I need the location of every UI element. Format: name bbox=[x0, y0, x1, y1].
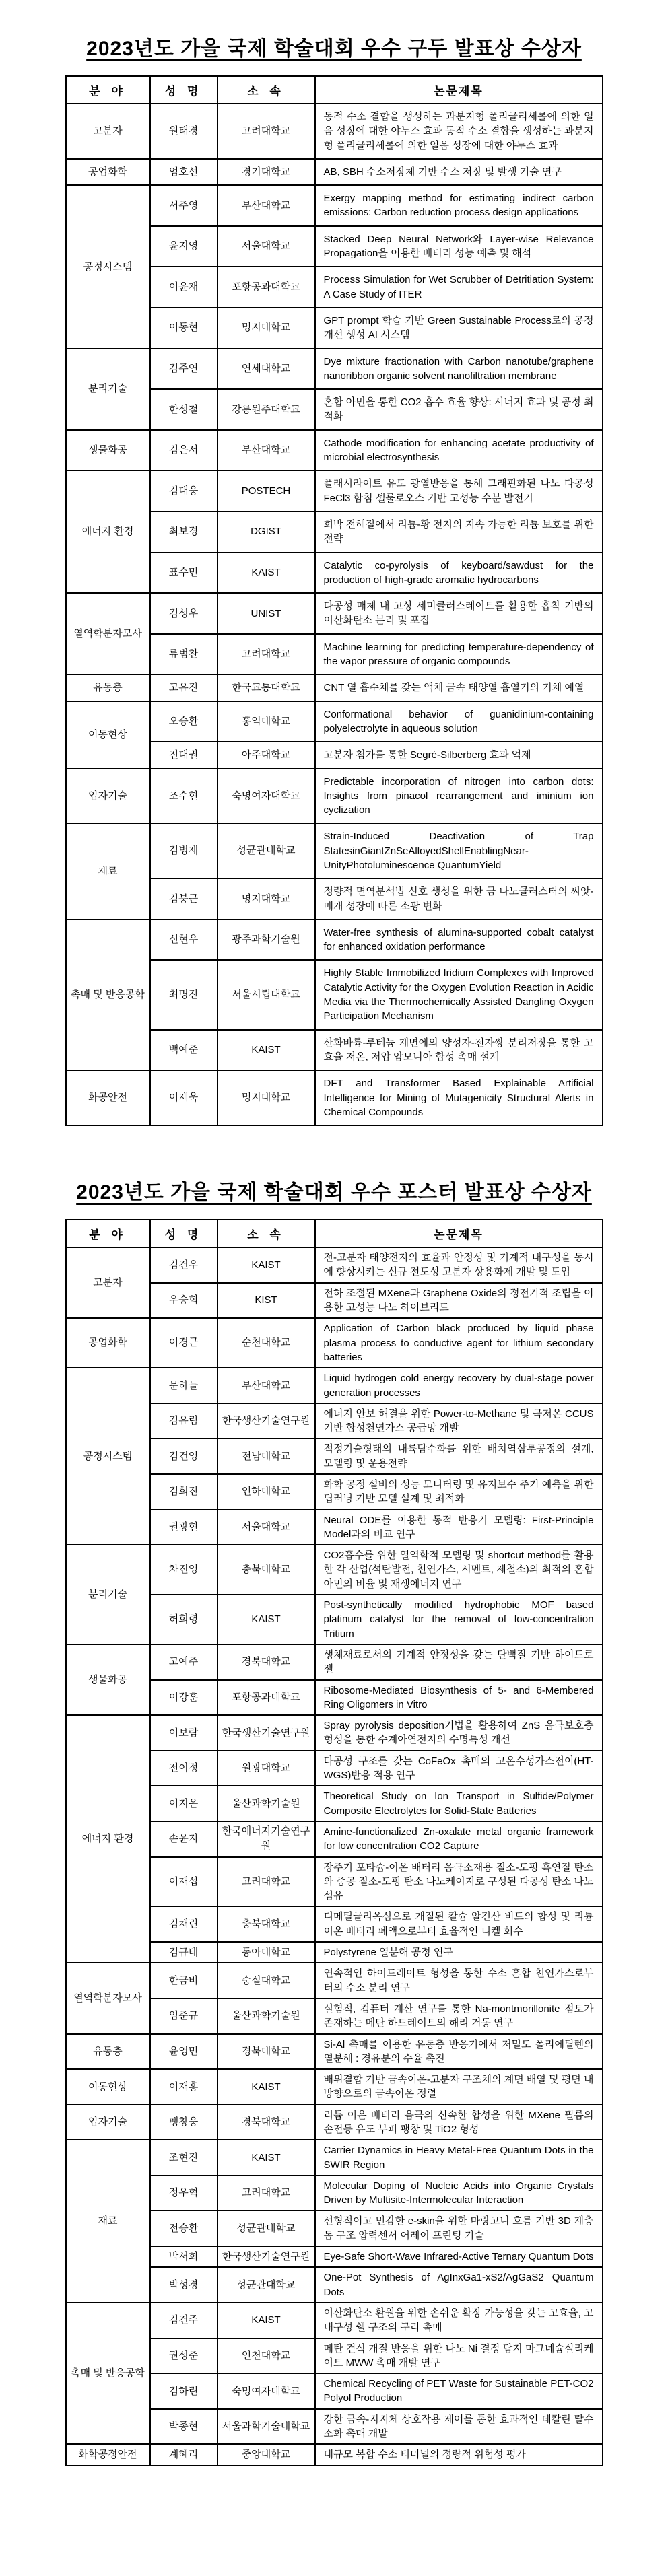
name-cell: 윤영민 bbox=[150, 2034, 218, 2070]
name-cell: 김건주 bbox=[150, 2303, 218, 2338]
name-cell: 조현진 bbox=[150, 2140, 218, 2175]
paper-title-cell: 이산화탄소 환원을 위한 손쉬운 확장 가능성을 갖는 고효율, 고내구성 쉘 구조의 구리 촉매 bbox=[315, 2303, 603, 2338]
affiliation-cell: 숙명여자대학교 bbox=[218, 2373, 315, 2409]
affiliation-cell: 부산대학교 bbox=[218, 185, 315, 226]
award-row bbox=[66, 823, 603, 878]
paper-title-cell: DFT and Transformer Based Explainable Artificial Intelligence for Mining of Mutagenicity Structural Alerts in Chemical Compounds bbox=[315, 1070, 603, 1125]
paper-title-cell: 메탄 건식 개질 반응을 위한 나노 Ni 결정 담지 마그네슘실리케이트 MWW 촉매 개발 연구 bbox=[315, 2338, 603, 2374]
paper-title-cell: 혼합 아민을 통한 CO2 흡수 효율 향상: 시너지 효과 및 공정 최적화 bbox=[315, 389, 603, 430]
field-header: 분 야 bbox=[66, 76, 150, 104]
affiliation-cell: 인하대학교 bbox=[218, 1474, 315, 1510]
paper-title-cell: 에너지 안보 해결을 위한 Power-to-Methane 및 극저온 CCUS 기반 합성천연가스 공급망 개발 bbox=[315, 1403, 603, 1439]
field-group-cell: 생물화공 bbox=[66, 430, 150, 471]
field-group-cell: 분리기술 bbox=[66, 349, 150, 430]
field-group-cell: 고분자 bbox=[66, 104, 150, 159]
field-group-cell: 열역학분자모사 bbox=[66, 1963, 150, 2033]
name-cell: 우승희 bbox=[150, 1283, 218, 1319]
name-cell: 허희령 bbox=[150, 1595, 218, 1644]
affiliation-cell: 동아대학교 bbox=[218, 1942, 315, 1963]
name-cell: 팽창웅 bbox=[150, 2105, 218, 2140]
field-group-cell: 이동현상 bbox=[66, 2069, 150, 2105]
affiliation-cell: UNIST bbox=[218, 593, 315, 634]
award-row bbox=[66, 430, 603, 471]
paper-title-cell: Molecular Doping of Nucleic Acids into Organic Crystals Driven by Multisite-Intermolecular Interaction bbox=[315, 2175, 603, 2211]
field-group-cell: 공정시스템 bbox=[66, 1368, 150, 1545]
affiliation-cell: 한국에너지기술연구원 bbox=[218, 1821, 315, 1857]
oral-award-table bbox=[65, 75, 603, 1126]
affiliation-cell: 홍익대학교 bbox=[218, 701, 315, 742]
paper-title-cell: 생체재료로서의 기계적 안정성을 갖는 단백질 기반 하이드로젤 bbox=[315, 1644, 603, 1680]
paper-title-cell: Carrier Dynamics in Heavy Metal-Free Quantum Dots in the SWIR Region bbox=[315, 2140, 603, 2175]
name-cell: 백예준 bbox=[150, 1030, 218, 1071]
award-row bbox=[66, 2140, 603, 2175]
name-cell: 김병재 bbox=[150, 823, 218, 878]
paper-title-cell: Exergy mapping method for estimating indirect carbon emissions: Carbon reduction process design applications bbox=[315, 185, 603, 226]
paper-title-cell: 실험적, 컴퓨터 계산 연구를 통한 Na-montmorillonite 점토가 존재하는 메탄 하드레이트의 해리 거동 연구 bbox=[315, 1998, 603, 2034]
paper-title-cell: Stacked Deep Neural Network와 Layer-wise Relevance Propagation을 이용한 배터리 성능 예측 및 해석 bbox=[315, 226, 603, 267]
award-row bbox=[66, 1247, 603, 1283]
affiliation-cell: 순천대학교 bbox=[218, 1318, 315, 1368]
paper-title-cell: Si-Al 촉매를 이용한 유동층 반응기에서 저밀도 폴리에틸렌의 열분해 : 경유분의 수율 촉진 bbox=[315, 2034, 603, 2070]
affiliation-cell: KAIST bbox=[218, 2069, 315, 2105]
award-row bbox=[66, 1715, 603, 1751]
affiliation-cell: 전남대학교 bbox=[218, 1438, 315, 1474]
award-row bbox=[66, 1644, 603, 1680]
field-group-cell: 재료 bbox=[66, 2140, 150, 2303]
award-row bbox=[66, 701, 603, 742]
paper-title-cell: 배위결합 기반 금속이온-고분자 구조체의 계면 배열 및 평면 내 방향으로의 금속이온 정렬 bbox=[315, 2069, 603, 2105]
affiliation-cell: KAIST bbox=[218, 1595, 315, 1644]
name-header: 성 명 bbox=[150, 76, 218, 104]
field-group-cell: 공업화학 bbox=[66, 1318, 150, 1368]
paper-title-cell: CNT 열 흡수체를 갖는 액체 금속 태양열 흡열기의 기체 예열 bbox=[315, 674, 603, 701]
name-cell: 김하린 bbox=[150, 2373, 218, 2409]
paper-title-cell: Amine-functionalized Zn-oxalate metal organic framework for low concentration CO2 Capture bbox=[315, 1821, 603, 1857]
paper-title-cell: Conformational behavior of guanidinium-containing polyelectrolyte in aqueous solution bbox=[315, 701, 603, 742]
affiliation-cell: 연세대학교 bbox=[218, 349, 315, 390]
affiliation-cell: 서울시립대학교 bbox=[218, 960, 315, 1029]
name-cell: 오승환 bbox=[150, 701, 218, 742]
affiliation-cell: 포항공과대학교 bbox=[218, 1680, 315, 1716]
affiliation-cell: 서울과학기술대학교 bbox=[218, 2409, 315, 2445]
affiliation-cell: 경기대학교 bbox=[218, 159, 315, 185]
affiliation-cell: 경북대학교 bbox=[218, 2034, 315, 2070]
affiliation-cell: KAIST bbox=[218, 2303, 315, 2338]
affiliation-cell: POSTECH bbox=[218, 471, 315, 512]
affiliation-cell: 중앙대학교 bbox=[218, 2444, 315, 2465]
field-group-cell: 화학공정안전 bbox=[66, 2444, 150, 2465]
award-row bbox=[66, 471, 603, 512]
affiliation-cell: 숭실대학교 bbox=[218, 1963, 315, 1998]
name-cell: 이재욱 bbox=[150, 1070, 218, 1125]
award-row bbox=[66, 919, 603, 961]
affiliation-cell: 포항공과대학교 bbox=[218, 267, 315, 308]
affiliation-cell: 울산과학기술원 bbox=[218, 1998, 315, 2034]
award-row bbox=[66, 674, 603, 701]
name-cell: 박종현 bbox=[150, 2409, 218, 2445]
paper-title-cell: Dye mixture fractionation with Carbon nanotube/graphene nanoribbon organic solvent nanofiltration membrane bbox=[315, 349, 603, 390]
paper-title-cell: Ribosome-Mediated Biosynthesis of 5- and 6-Membered Ring Oligomers in Vitro bbox=[315, 1680, 603, 1716]
affiliation-cell: 인천대학교 bbox=[218, 2338, 315, 2374]
field-group-cell: 공업화학 bbox=[66, 159, 150, 185]
name-cell: 한성철 bbox=[150, 389, 218, 430]
award-row bbox=[66, 1963, 603, 1998]
paper-title-cell: 화학 공정 설비의 성능 모니터링 및 유지보수 주기 예측을 위한 딥러닝 기반 모델 설계 및 최적화 bbox=[315, 1474, 603, 1510]
affiliation-cell: KAIST bbox=[218, 1247, 315, 1283]
paper-title-cell: 다공성 구조를 갖는 CoFeOx 촉매의 고온수성가스전이(HT-WGS)반응 적용 연구 bbox=[315, 1751, 603, 1786]
affiliation-cell: 한국생산기술연구원 bbox=[218, 1715, 315, 1751]
name-cell: 김희진 bbox=[150, 1474, 218, 1510]
field-group-cell: 분리기술 bbox=[66, 1545, 150, 1644]
name-cell: 김규태 bbox=[150, 1942, 218, 1963]
affiliation-cell: 경북대학교 bbox=[218, 1644, 315, 1680]
paper-title-cell: Cathode modification for enhancing acetate productivity of microbial electrosynthesis bbox=[315, 430, 603, 471]
name-cell: 차진영 bbox=[150, 1545, 218, 1595]
name-cell: 김주연 bbox=[150, 349, 218, 390]
header-row bbox=[66, 1220, 603, 1247]
field-group-cell: 공정시스템 bbox=[66, 185, 150, 348]
name-header: 성 명 bbox=[150, 1220, 218, 1247]
name-cell: 한금비 bbox=[150, 1963, 218, 1998]
paper-title-cell: Highly Stable Immobilized Iridium Complexes with Improved Catalytic Activity for the Oxygen Evolution Reaction in Acidic Media via the Thermochemically Assisted Dangling Oxygen Participation Mechanism bbox=[315, 960, 603, 1029]
name-cell: 이재홍 bbox=[150, 2069, 218, 2105]
affiliation-cell: 성균관대학교 bbox=[218, 823, 315, 878]
paper-title-cell: 디메틸글리옥심으로 개질된 칼슘 알긴산 비드의 합성 및 리튬 이온 배터리 폐액으로부터 효율적인 니켈 회수 bbox=[315, 1906, 603, 1942]
affiliation-header: 소 속 bbox=[218, 76, 315, 104]
award-row bbox=[66, 2034, 603, 2070]
field-group-cell: 생물화공 bbox=[66, 1644, 150, 1715]
affiliation-cell: 성균관대학교 bbox=[218, 2211, 315, 2246]
award-row bbox=[66, 593, 603, 634]
paper-title-cell: Post-synthetically modified hydrophobic MOF based platinum catalyst for the removal of low-concentration Tritium bbox=[315, 1595, 603, 1644]
paper-title-cell: Eye-Safe Short-Wave Infrared-Active Ternary Quantum Dots bbox=[315, 2246, 603, 2267]
name-cell: 김은서 bbox=[150, 430, 218, 471]
name-cell: 정우혁 bbox=[150, 2175, 218, 2211]
name-cell: 이지은 bbox=[150, 1786, 218, 1821]
field-group-cell: 유동층 bbox=[66, 674, 150, 701]
name-cell: 박서희 bbox=[150, 2246, 218, 2267]
name-cell: 문하늘 bbox=[150, 1368, 218, 1403]
affiliation-cell: 명지대학교 bbox=[218, 308, 315, 349]
award-row bbox=[66, 1545, 603, 1595]
affiliation-cell: 아주대학교 bbox=[218, 742, 315, 768]
affiliation-cell: 한국생산기술연구원 bbox=[218, 2246, 315, 2267]
name-cell: 이동현 bbox=[150, 308, 218, 349]
award-row bbox=[66, 104, 603, 159]
name-cell: 권광현 bbox=[150, 1510, 218, 1545]
name-cell: 고유진 bbox=[150, 674, 218, 701]
name-cell: 김건영 bbox=[150, 1438, 218, 1474]
poster-table-body bbox=[66, 1247, 603, 2465]
award-row bbox=[66, 185, 603, 226]
affiliation-cell: 원광대학교 bbox=[218, 1751, 315, 1786]
paper-title-cell: One-Pot Synthesis of AgInxGa1-xS2/AgGaS2 Quantum Dots bbox=[315, 2267, 603, 2303]
paper-title-cell: Application of Carbon black produced by liquid phase plasma process to conductive agent for lithium secondary batteries bbox=[315, 1318, 603, 1368]
paper-title-cell: 리튬 이온 배터리 음극의 신속한 합성을 위한 MXene 필름의 손전등 유도 부피 팽창 및 TiO2 형성 bbox=[315, 2105, 603, 2140]
affiliation-cell: 광주과학기술원 bbox=[218, 919, 315, 961]
affiliation-cell: 서울대학교 bbox=[218, 1510, 315, 1545]
oral-table-header bbox=[66, 76, 603, 104]
affiliation-cell: 성균관대학교 bbox=[218, 2267, 315, 2303]
oral-award-title: 2023년도 가을 국제 학술대회 우수 구두 발표상 수상자 bbox=[86, 38, 582, 60]
field-group-cell: 열역학분자모사 bbox=[66, 593, 150, 674]
field-group-cell: 입자기술 bbox=[66, 2105, 150, 2140]
paper-title-cell: 희박 전해질에서 리튬-황 전지의 지속 가능한 리튬 보호를 위한 전략 bbox=[315, 512, 603, 553]
poster-award-table bbox=[65, 1219, 603, 2466]
name-cell: 원태경 bbox=[150, 104, 218, 159]
paper-title-cell: 적정기술형태의 내륙담수화를 위한 배치역삼투공정의 설계, 모델링 및 운용전략 bbox=[315, 1438, 603, 1474]
name-cell: 임준규 bbox=[150, 1998, 218, 2034]
affiliation-cell: KAIST bbox=[218, 553, 315, 594]
paper-title-cell: Catalytic co-pyrolysis of keyboard/sawdust for the production of high-grade aromatic hydrocarbons bbox=[315, 553, 603, 594]
award-row bbox=[66, 1368, 603, 1403]
paper-title-cell: Spray pyrolysis deposition기법을 활용하여 ZnS 음극보호층 형성을 통한 수계아연전지의 수명특성 개선 bbox=[315, 1715, 603, 1751]
name-cell: 최명진 bbox=[150, 960, 218, 1029]
paper-title-cell: 산화바륨-루테늄 계면에의 양성자-전자쌍 분리저장을 통한 고효율 저온, 저압 암모니아 합성 촉매 설계 bbox=[315, 1030, 603, 1071]
name-cell: 이재섭 bbox=[150, 1857, 218, 1907]
name-cell: 계혜리 bbox=[150, 2444, 218, 2465]
name-cell: 조수현 bbox=[150, 769, 218, 824]
paper-title-cell: Chemical Recycling of PET Waste for Sustainable PET-CO2 Polyol Production bbox=[315, 2373, 603, 2409]
paper-title-cell: 장주기 포타슘-이온 배터리 음극소재용 질소-도핑 흑연질 탄소와 중공 질소-도핑 탄소 나노케이지로 구성된 다공성 탄소 나노섬유 bbox=[315, 1857, 603, 1907]
paper-title-cell: 고분자 첨가를 통한 Segré-Silberberg 효과 억제 bbox=[315, 742, 603, 768]
award-row bbox=[66, 2303, 603, 2338]
oral-table-body bbox=[66, 104, 603, 1125]
affiliation-cell: 울산과학기술원 bbox=[218, 1786, 315, 1821]
name-cell: 류범찬 bbox=[150, 634, 218, 675]
award-row bbox=[66, 1070, 603, 1125]
affiliation-cell: 고려대학교 bbox=[218, 104, 315, 159]
field-group-cell: 에너지 환경 bbox=[66, 1715, 150, 1963]
affiliation-cell: 명지대학교 bbox=[218, 1070, 315, 1125]
paper-title-cell: 대규모 복합 수소 터미널의 정량적 위험성 평가 bbox=[315, 2444, 603, 2465]
paper-title-header: 논문제목 bbox=[315, 76, 603, 104]
affiliation-cell: 충북대학교 bbox=[218, 1906, 315, 1942]
field-group-cell: 촉매 및 반응공학 bbox=[66, 919, 150, 1070]
paper-title-cell: 연속적인 하이드레이트 형성을 통한 수소 혼합 천연가스로부터의 수소 분리 연구 bbox=[315, 1963, 603, 1998]
poster-table-header bbox=[66, 1220, 603, 1247]
paper-title-cell: 다공성 매체 내 고상 세미클러스레이트를 활용한 흡착 기반의 이산화탄소 분리 및 포집 bbox=[315, 593, 603, 634]
name-cell: 이보람 bbox=[150, 1715, 218, 1751]
field-group-cell: 이동현상 bbox=[66, 701, 150, 769]
name-cell: 박성경 bbox=[150, 2267, 218, 2303]
name-cell: 이경근 bbox=[150, 1318, 218, 1368]
affiliation-cell: 고려대학교 bbox=[218, 1857, 315, 1907]
affiliation-cell: KIST bbox=[218, 1283, 315, 1319]
name-cell: 이윤재 bbox=[150, 267, 218, 308]
paper-title-cell: Strain-Induced Deactivation of Trap StatesinGiantZnSeAlloyedShellEnablingNear-UnityPhotoluminescence QuantumYield bbox=[315, 823, 603, 878]
name-cell: 진대권 bbox=[150, 742, 218, 768]
affiliation-cell: 고려대학교 bbox=[218, 634, 315, 675]
paper-title-cell: 전-고분자 태양전지의 효율과 안정성 및 기계적 내구성을 동시에 향상시키는 신규 전도성 고분자 상용화제 개발 및 도입 bbox=[315, 1247, 603, 1283]
award-row bbox=[66, 159, 603, 185]
affiliation-cell: 경북대학교 bbox=[218, 2105, 315, 2140]
award-row bbox=[66, 2444, 603, 2465]
paper-title-cell: 플래시라이트 유도 광열반응을 통해 그래핀화된 나노 다공성 FeCl3 함침 셀룰로오스 기반 고성능 수분 발전기 bbox=[315, 471, 603, 512]
field-group-cell: 입자기술 bbox=[66, 769, 150, 824]
affiliation-cell: KAIST bbox=[218, 1030, 315, 1071]
affiliation-cell: 숙명여자대학교 bbox=[218, 769, 315, 824]
award-row bbox=[66, 2105, 603, 2140]
affiliation-cell: 한국교통대학교 bbox=[218, 674, 315, 701]
affiliation-cell: KAIST bbox=[218, 2140, 315, 2175]
affiliation-cell: 부산대학교 bbox=[218, 430, 315, 471]
paper-title-cell: GPT prompt 학습 기반 Green Sustainable Process로의 공정 개선 생성 AI 시스템 bbox=[315, 308, 603, 349]
name-cell: 김대웅 bbox=[150, 471, 218, 512]
paper-title-cell: 전하 조절된 MXene과 Graphene Oxide의 정전기적 조립을 이용한 고성능 나노 하이브리드 bbox=[315, 1283, 603, 1319]
field-group-cell: 에너지 환경 bbox=[66, 471, 150, 593]
name-cell: 최보경 bbox=[150, 512, 218, 553]
name-cell: 엄호선 bbox=[150, 159, 218, 185]
field-group-cell: 고분자 bbox=[66, 1247, 150, 1318]
affiliation-cell: 부산대학교 bbox=[218, 1368, 315, 1403]
name-cell: 윤지영 bbox=[150, 226, 218, 267]
name-cell: 표수민 bbox=[150, 553, 218, 594]
field-group-cell: 촉매 및 반응공학 bbox=[66, 2303, 150, 2444]
name-cell: 이강훈 bbox=[150, 1680, 218, 1716]
paper-title-cell: 정량적 면역분석법 신호 생성을 위한 금 나노클러스터의 씨앗-매개 성장에 따른 소광 변화 bbox=[315, 878, 603, 919]
paper-title-cell: Machine learning for predicting temperature-dependency of the vapor pressure of organic compounds bbox=[315, 634, 603, 675]
name-cell: 손윤지 bbox=[150, 1821, 218, 1857]
field-header: 분 야 bbox=[66, 1220, 150, 1247]
name-cell: 고예주 bbox=[150, 1644, 218, 1680]
name-cell: 서주영 bbox=[150, 185, 218, 226]
poster-award-title: 2023년도 가을 국제 학술대회 우수 포스터 발표상 수상자 bbox=[76, 1181, 592, 1204]
affiliation-cell: 고려대학교 bbox=[218, 2175, 315, 2211]
name-cell: 김유림 bbox=[150, 1403, 218, 1439]
paper-title-cell: Water-free synthesis of alumina-supported cobalt catalyst for enhanced oxidation performance bbox=[315, 919, 603, 961]
paper-title-header: 논문제목 bbox=[315, 1220, 603, 1247]
name-cell: 신현우 bbox=[150, 919, 218, 961]
name-cell: 김건우 bbox=[150, 1247, 218, 1283]
field-group-cell: 화공안전 bbox=[66, 1070, 150, 1125]
affiliation-cell: DGIST bbox=[218, 512, 315, 553]
paper-title-cell: 선형적이고 민감한 e-skin을 위한 마랑고니 흐름 기반 3D 계층돔 구조 압력센서 어레이 프린팅 기술 bbox=[315, 2211, 603, 2246]
paper-title-cell: CO2흡수를 위한 열역학적 모델링 및 shortcut method를 활용한 각 산업(석탄발전, 천연가스, 시멘트, 제철소)의 최적의 혼합 아민의 비율 및 재생에너지 연구 bbox=[315, 1545, 603, 1595]
affiliation-cell: 강릉원주대학교 bbox=[218, 389, 315, 430]
award-row bbox=[66, 1318, 603, 1368]
name-cell: 김채린 bbox=[150, 1906, 218, 1942]
affiliation-cell: 한국생산기술연구원 bbox=[218, 1403, 315, 1439]
affiliation-cell: 명지대학교 bbox=[218, 878, 315, 919]
header-row bbox=[66, 76, 603, 104]
affiliation-header: 소 속 bbox=[218, 1220, 315, 1247]
name-cell: 김붕근 bbox=[150, 878, 218, 919]
paper-title-cell: AB, SBH 수소저장체 기반 수소 저장 및 발생 기술 연구 bbox=[315, 159, 603, 185]
paper-title-cell: 강한 금속-지지체 상호작용 제어를 통한 효과적인 데칼린 탈수소화 촉매 개발 bbox=[315, 2409, 603, 2445]
name-cell: 전이정 bbox=[150, 1751, 218, 1786]
award-row bbox=[66, 769, 603, 824]
award-row bbox=[66, 2069, 603, 2105]
paper-title-cell: Liquid hydrogen cold energy recovery by dual-stage power generation processes bbox=[315, 1368, 603, 1403]
paper-title-cell: 동적 수소 결합을 생성하는 과분지형 폴리글리세롤에 의한 얼음 성장에 대한 야누스 효과 동적 수소 결합을 생성하는 과분지형 폴리글리세롤에 의한 얼음 성장에 대한 야누스 효과 bbox=[315, 104, 603, 159]
paper-title-cell: Process Simulation for Wet Scrubber of Detritiation System: A Case Study of ITER bbox=[315, 267, 603, 308]
name-cell: 전승환 bbox=[150, 2211, 218, 2246]
name-cell: 권성준 bbox=[150, 2338, 218, 2374]
affiliation-cell: 충북대학교 bbox=[218, 1545, 315, 1595]
paper-title-cell: Theoretical Study on Ion Transport in Sulfide/Polymer Composite Electrolytes for Solid-State Batteries bbox=[315, 1786, 603, 1821]
paper-title-cell: Neural ODE를 이용한 동적 반응기 모델링: First-Principle Model과의 비교 연구 bbox=[315, 1510, 603, 1545]
name-cell: 김성우 bbox=[150, 593, 218, 634]
field-group-cell: 유동층 bbox=[66, 2034, 150, 2070]
field-group-cell: 재료 bbox=[66, 823, 150, 919]
paper-title-cell: Polystyrene 열분해 공정 연구 bbox=[315, 1942, 603, 1963]
paper-title-cell: Predictable incorporation of nitrogen into carbon dots: Insights from pinacol rearrangement and iminium ion cyclization bbox=[315, 769, 603, 824]
affiliation-cell: 서울대학교 bbox=[218, 226, 315, 267]
award-row bbox=[66, 349, 603, 390]
